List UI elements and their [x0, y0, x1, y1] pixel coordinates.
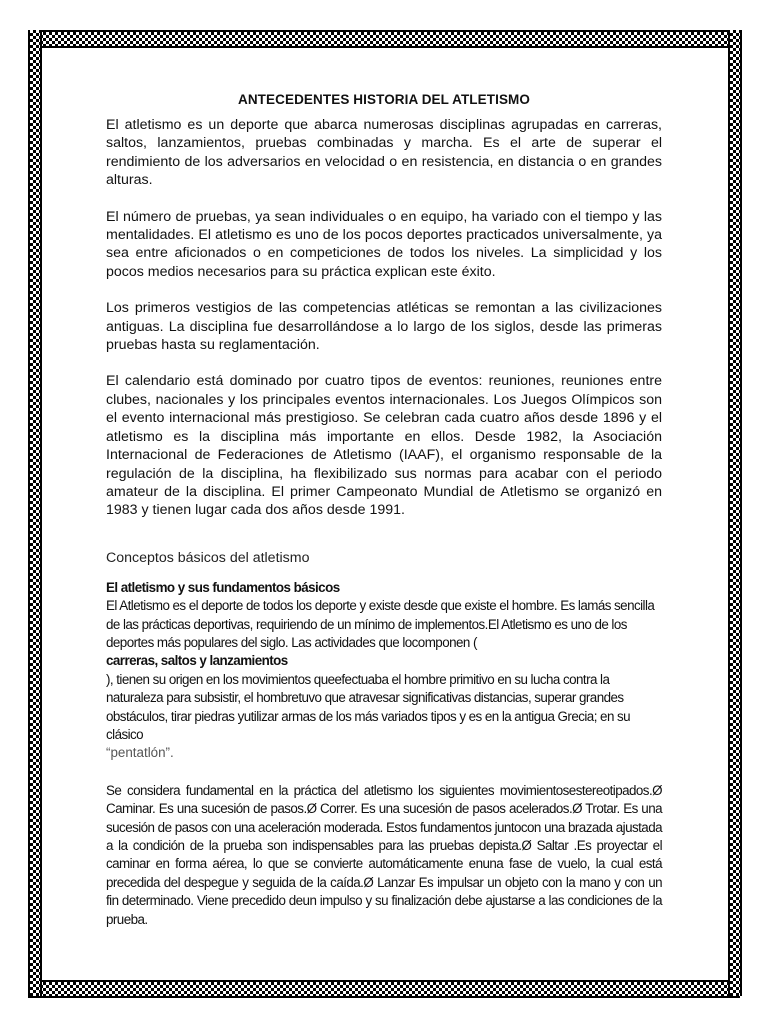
border-top [28, 30, 740, 48]
fundamentos-text-2: ), tienen su origen en los movimientos queefectuaba el hombre primitivo en su lucha contra la naturaleza para subsistir, el hombretuvo que atravesar significativas distancias, superar grandes obstáculos, tirar piedras yutilizar armas de los más variados tipos y es en la antigua Grecia; en su clásico [106, 671, 631, 742]
border-left [28, 30, 42, 996]
document-body [106, 92, 662, 929]
paragraph-1: El atletismo es un deporte que abarca numerosas disciplinas agrupadas en carreras, saltos, lanzamientos, pruebas combinadas y marcha. Es el arte de superar el rendimiento de los adversarios en velocidad o en resistencia, en distancia o en grandes alturas. [106, 117, 662, 189]
section-title: Conceptos básicos del atletismo [106, 549, 310, 566]
paragraph-3: Los primeros vestigios de las competencias atléticas se remontan a las civilizaciones antiguas. La disciplina fue desarrollándose a lo largo de los siglos, desde las primeras pruebas hasta su reglamentación. [106, 300, 662, 354]
fundamentos-bold: carreras, saltos y lanzamientos [106, 653, 288, 669]
fundamentos-text-1: El Atletismo es el deporte de todos los deporte y existe desde que existe el hombre. Es lamás sencilla de las prácticas deportivas, requiriendo de un mínimo de implementos.El Atletismo es uno de los deportes más populares del siglo. Las actividades que locomponen ( [106, 598, 655, 650]
spacer [106, 763, 662, 782]
border-bottom [28, 980, 740, 998]
document-title: ANTECEDENTES HISTORIA DEL ATLETISMO [237, 92, 531, 107]
subheading: El atletismo y sus fundamentos básicos [106, 579, 340, 595]
paragraph-2: El número de pruebas, ya sean individuales o en equipo, ha variado con el tiempo y las mentalidades. El atletismo es uno de los pocos deportes practicados universalmente, ya sea entre aficionados o en competiciones de todos los niveles. La simplicidad y los pocos medios necesarios para su práctica explican este éxito. [106, 208, 662, 280]
border-right [728, 30, 742, 996]
paragraph-4: El calendario está dominado por cuatro tipos de eventos: reuniones, reuniones entre clubes, nacionales y los principales eventos internacionales. Los Juegos Olímpicos son el evento internacional más prestigioso. Se celebran cada cuatro años desde 1896 y el atletismo es la disciplina más importante en ellos. Desde 1982, la Asociación Internacional de Federaciones de Atletismo (IAAF), el organismo responsable de la regulación de la disciplina, ha flexibilizado sus normas para acabar con el periodo amateur de la disciplina. El primer Campeonato Mundial de Atletismo se organizó en 1983 y tienen lugar cada dos años desde 1991. [106, 373, 662, 519]
fundamentos-quote: “pentatlón”. [106, 745, 174, 761]
closing-paragraph: Se considera fundamental en la práctica del atletismo los siguientes movimientosestereotipados.Ø Caminar. Es una sucesión de pasos.Ø Correr. Es una sucesión de pasos acelerados.Ø Trotar. Es una sucesión de pasos con una aceleración moderada. Estos fundamentos juntocon una brazada ajustada a la condición de la prueba son indispensables para las pruebas depista.Ø Saltar .Es proyectar el caminar en forma aérea, lo que se convierte automáticamente enuna fase de vuelo, la cual está precedida del despegue y seguida de la caída.Ø Lanzar Es impulsar un objeto con la mano y con un fin determinado. Viene precedido deun impulso y su finalización debe ajustarse a las condiciones de la prueba. [106, 782, 662, 927]
